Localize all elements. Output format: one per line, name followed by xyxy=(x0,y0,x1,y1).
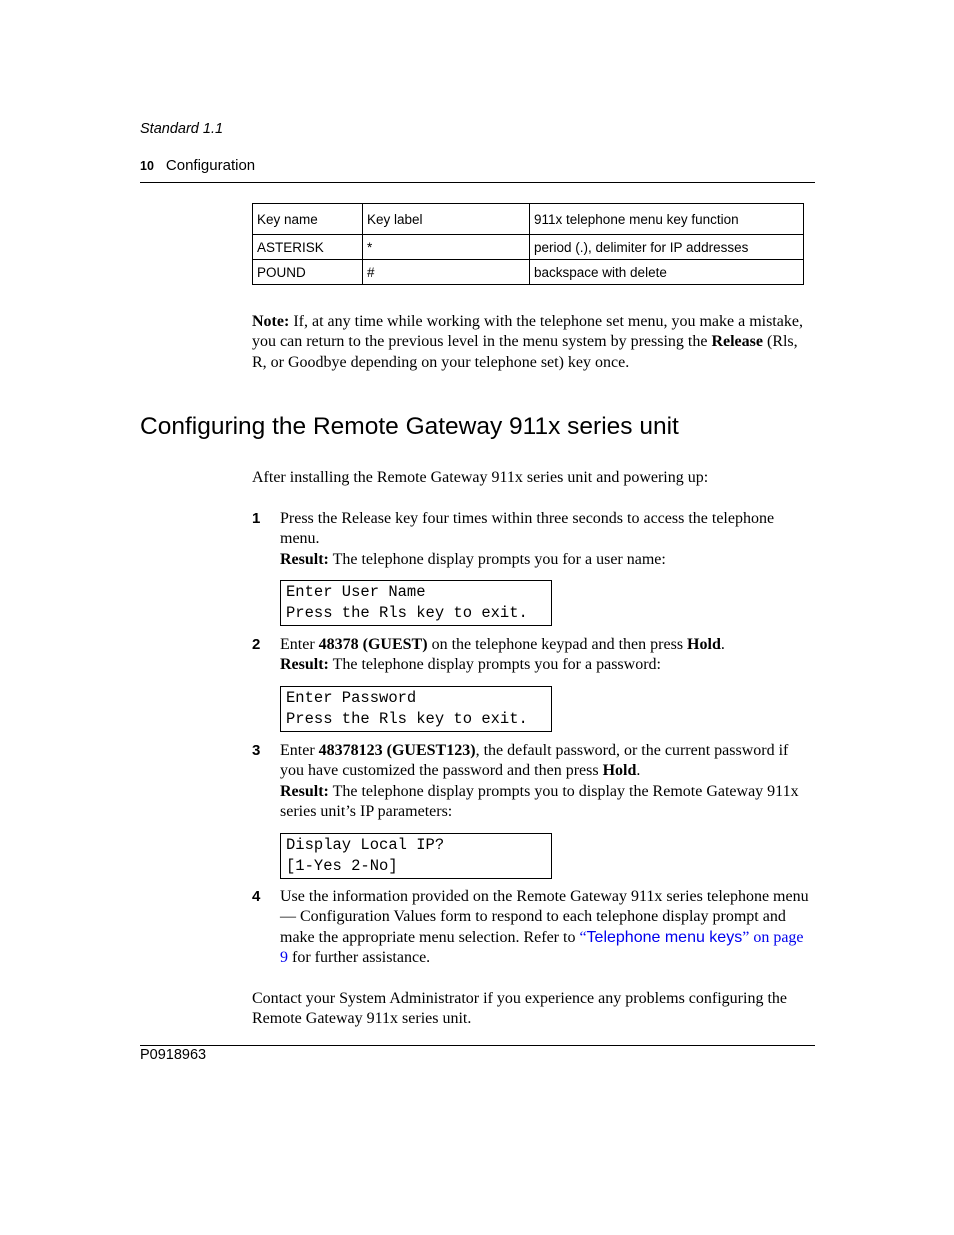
table-header-cell: 911x telephone menu key function xyxy=(530,204,804,235)
step-number: 4 xyxy=(252,888,261,905)
hold-key: Hold xyxy=(687,636,721,653)
contact-paragraph: Contact your System Administrator if you experience any problems configuring the Remote Gateway 911x series unit. xyxy=(252,990,787,1028)
display-line: Display Local IP? xyxy=(286,836,445,854)
header-rule xyxy=(140,182,815,183)
step-text: Use the information provided on the Remote Gateway 911x series telephone menu — Configuration Values form to respond to each telephone display prompt and make the appropriate menu selection. Refer to xyxy=(280,888,809,946)
step-text: , the default password, or the current password if you have customized the password and then press xyxy=(280,742,789,780)
note-release: Release xyxy=(711,333,763,351)
page-number: 10 xyxy=(140,159,154,173)
table-cell: period (.), delimiter for IP addresses xyxy=(530,235,804,260)
table-header-cell: Key name xyxy=(253,204,363,235)
display-line: Enter Password xyxy=(286,689,417,707)
step-1 xyxy=(252,509,812,570)
table-cell: * xyxy=(363,235,530,260)
key-function-table xyxy=(252,203,804,285)
table-header-row xyxy=(253,204,804,235)
result-label: Result: xyxy=(280,656,329,674)
display-line: Enter User Name xyxy=(286,583,426,601)
table-cell: POUND xyxy=(253,260,363,285)
link-quote: “ xyxy=(579,928,587,946)
step-text: . xyxy=(636,762,641,780)
step-text: for further assistance. xyxy=(288,948,431,966)
step-text: on the telephone keypad and then press xyxy=(427,636,688,653)
note-text-1: If, at any time while working with the telephone set menu, you make a mistake, you can return to the previous level in the menu system by pressing the xyxy=(252,313,803,351)
display-line: Press the Rls key to exit. xyxy=(286,709,528,728)
telephone-display xyxy=(280,686,552,732)
result-label: Result: xyxy=(280,550,329,568)
display-line: Press the Rls key to exit. xyxy=(286,603,528,622)
note-label: Note: xyxy=(252,313,290,330)
result-label: Result: xyxy=(280,782,329,800)
step-4 xyxy=(252,887,812,968)
footer-rule xyxy=(140,1045,815,1046)
document-standard: Standard 1.1 xyxy=(140,121,224,137)
table-cell: # xyxy=(363,260,530,285)
section-name: Configuration xyxy=(165,157,256,174)
page-header xyxy=(140,157,255,174)
hold-key: Hold xyxy=(602,762,637,780)
note-paragraph xyxy=(252,312,812,373)
step-2 xyxy=(252,635,812,676)
table-cell: ASTERISK xyxy=(253,235,363,260)
step-text: Press the Release key four times within three seconds to access the telephone menu. xyxy=(280,510,775,548)
step-3 xyxy=(252,741,812,822)
link-title: Telephone menu keys xyxy=(586,928,743,946)
table-row xyxy=(253,260,804,285)
guest-code: 48378 (GUEST) xyxy=(318,636,428,653)
document-number: P0918963 xyxy=(140,1047,207,1063)
table-header-cell: Key label xyxy=(363,204,530,235)
display-line: [1-Yes 2-No] xyxy=(286,856,398,875)
link-quote: ” xyxy=(742,928,750,946)
intro-paragraph: After installing the Remote Gateway 911x series unit and powering up: xyxy=(252,469,709,486)
password-code: 48378123 (GUEST123) xyxy=(318,742,476,759)
note-text-2: (Rls, R, or Goodbye depending on your telephone set) key once. xyxy=(252,333,798,371)
step-number: 1 xyxy=(252,510,261,527)
step-number: 3 xyxy=(252,742,261,759)
step-number: 2 xyxy=(252,636,261,653)
result-text: The telephone display prompts you for a user name: xyxy=(328,550,666,568)
section-title: Configuring the Remote Gateway 911x series unit xyxy=(140,413,679,440)
result-text: The telephone display prompts you for a password: xyxy=(328,656,661,674)
step-text: Enter xyxy=(280,636,319,653)
step-text: Enter xyxy=(280,742,319,759)
link-page: on page 9 xyxy=(280,928,804,966)
telephone-display xyxy=(280,580,552,626)
step-text: . xyxy=(720,636,725,653)
table-row xyxy=(253,235,804,260)
telephone-display xyxy=(280,833,552,879)
table-cell: backspace with delete xyxy=(530,260,804,285)
result-text: The telephone display prompts you to display the Remote Gateway 911x series unit’s IP parameters: xyxy=(280,782,799,820)
